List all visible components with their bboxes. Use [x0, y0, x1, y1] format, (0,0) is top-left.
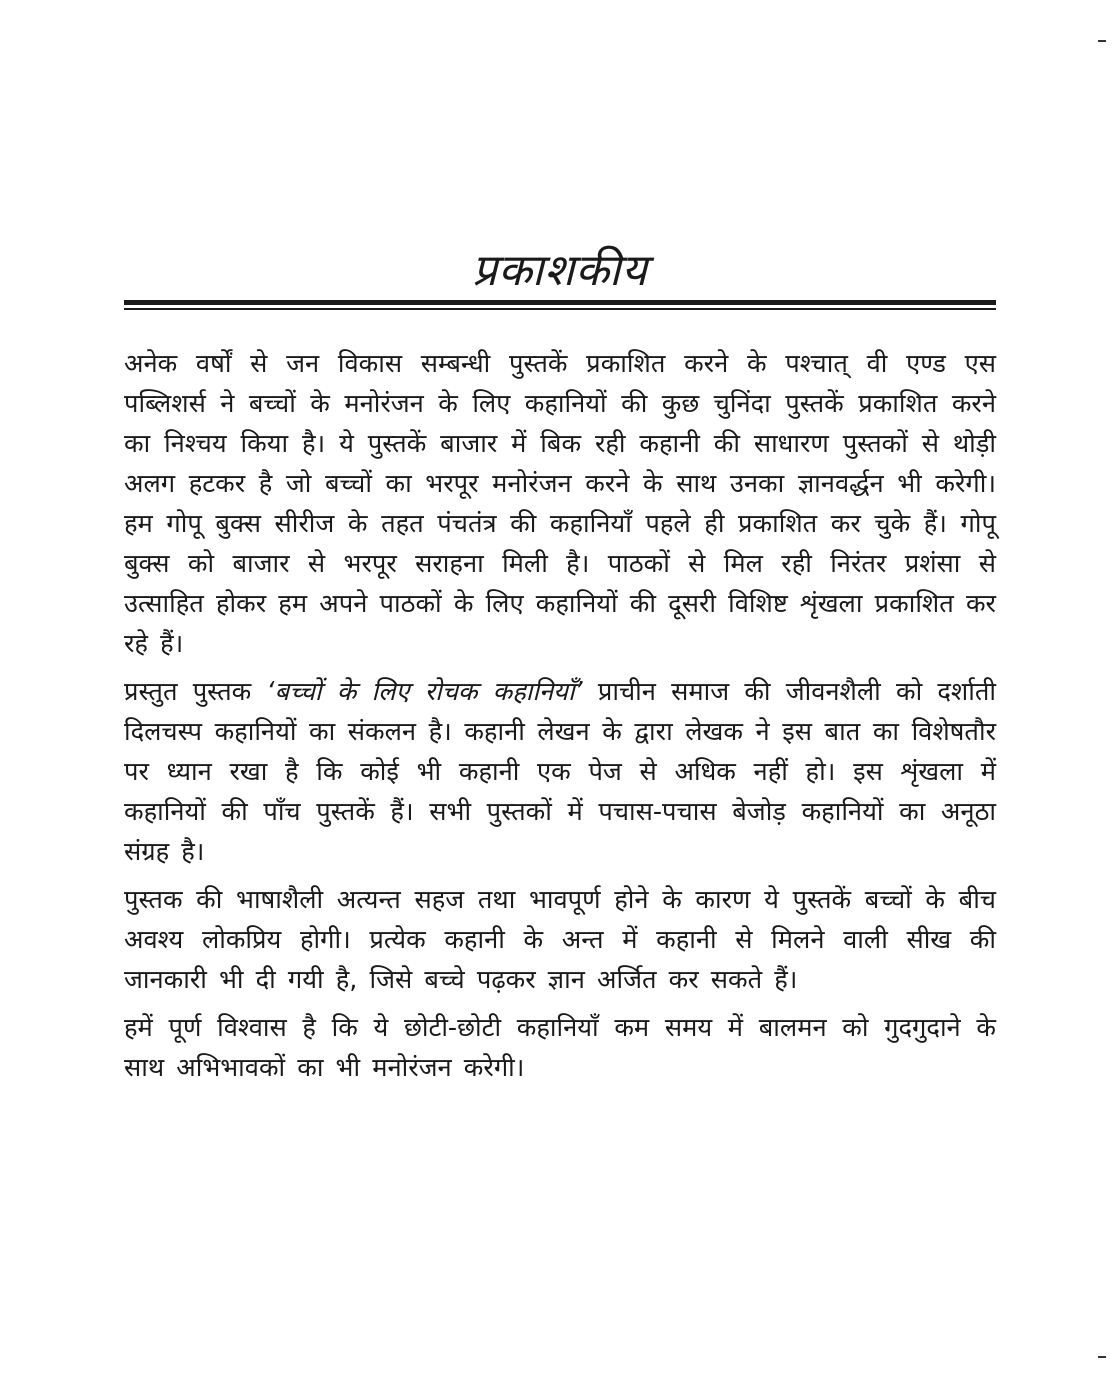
- paragraph-2: [124, 672, 996, 872]
- title-underline: [124, 300, 996, 310]
- book-title-quote: ‘बच्चों के लिए रोचक कहानियाँ’: [266, 677, 583, 707]
- paragraph-2-prefix: प्रस्तुत पुस्तक: [124, 677, 267, 707]
- title-underline-thin: [124, 308, 996, 310]
- title-underline-thick: [124, 300, 996, 305]
- paragraph-2-suffix: प्राचीन समाज की जीवनशैली को दर्शाती दिलचस्प कहानियों का संकलन है। कहानी लेखन के द्वारा लेखक ने इस बात का विशेषतौर पर ध्यान रखा है कि कोई भी कहानी एक पेज से अधिक नहीं हो। इस शृंखला में कहानियों की पाँच पुस्तकें हैं। सभी पुस्तकों में पचास-पचास बेजोड़ कहानियों का अनूठा संग्रह है।: [124, 677, 996, 867]
- paragraph-1: अनेक वर्षों से जन विकास सम्बन्धी पुस्तकें प्रकाशित करने के पश्चात् वी एण्ड एस पब्लिशर्स ने बच्चों के मनोरंजन के लिए कहानियों की कुछ चुनिंदा पुस्तकें प्रकाशित करने का निश्चय किया है। ये पुस्तकें बाजार में बिक रही कहानी की साधारण पुस्तकों से थोड़ी अलग हटकर है जो बच्चों का भरपूर मनोरंजन करने के साथ उनका ज्ञानवर्द्धन भी करेगी। हम गोपू बुक्स सीरीज के तहत पंचतंत्र की कहानियाँ पहले ही प्रकाशित कर चुके हैं। गोपू बुक्स को बाजार से भरपूर सराहना मिली है। पाठकों से मिल रही निरंतर प्रशंसा से उत्साहित होकर हम अपने पाठकों के लिए कहानियों की दूसरी विशिष्ट शृंखला प्रकाशित कर रहे हैं।: [124, 349, 996, 659]
- crop-mark-bottom: [1098, 1356, 1106, 1358]
- page-title: प्रकाशकीय: [472, 245, 648, 296]
- paragraph-4: हमें पूर्ण विश्वास है कि ये छोटी-छोटी कहानियाँ कम समय में बालमन को गुदगुदाने के साथ अभिभावकों का भी मनोरंजन करेगी।: [124, 1013, 996, 1083]
- paragraph-3: पुस्तक की भाषाशैली अत्यन्त सहज तथा भावपूर्ण होने के कारण ये पुस्तकें बच्चों के बीच अवश्य लोकप्रिय होगी। प्रत्येक कहानी के अन्त में कहानी से मिलने वाली सीख की जानकारी भी दी गयी है, जिसे बच्चे पढ़कर ज्ञान अर्जित कर सकते हैं।: [124, 885, 996, 995]
- body-text: [124, 344, 996, 1096]
- crop-mark-top: [1098, 40, 1106, 42]
